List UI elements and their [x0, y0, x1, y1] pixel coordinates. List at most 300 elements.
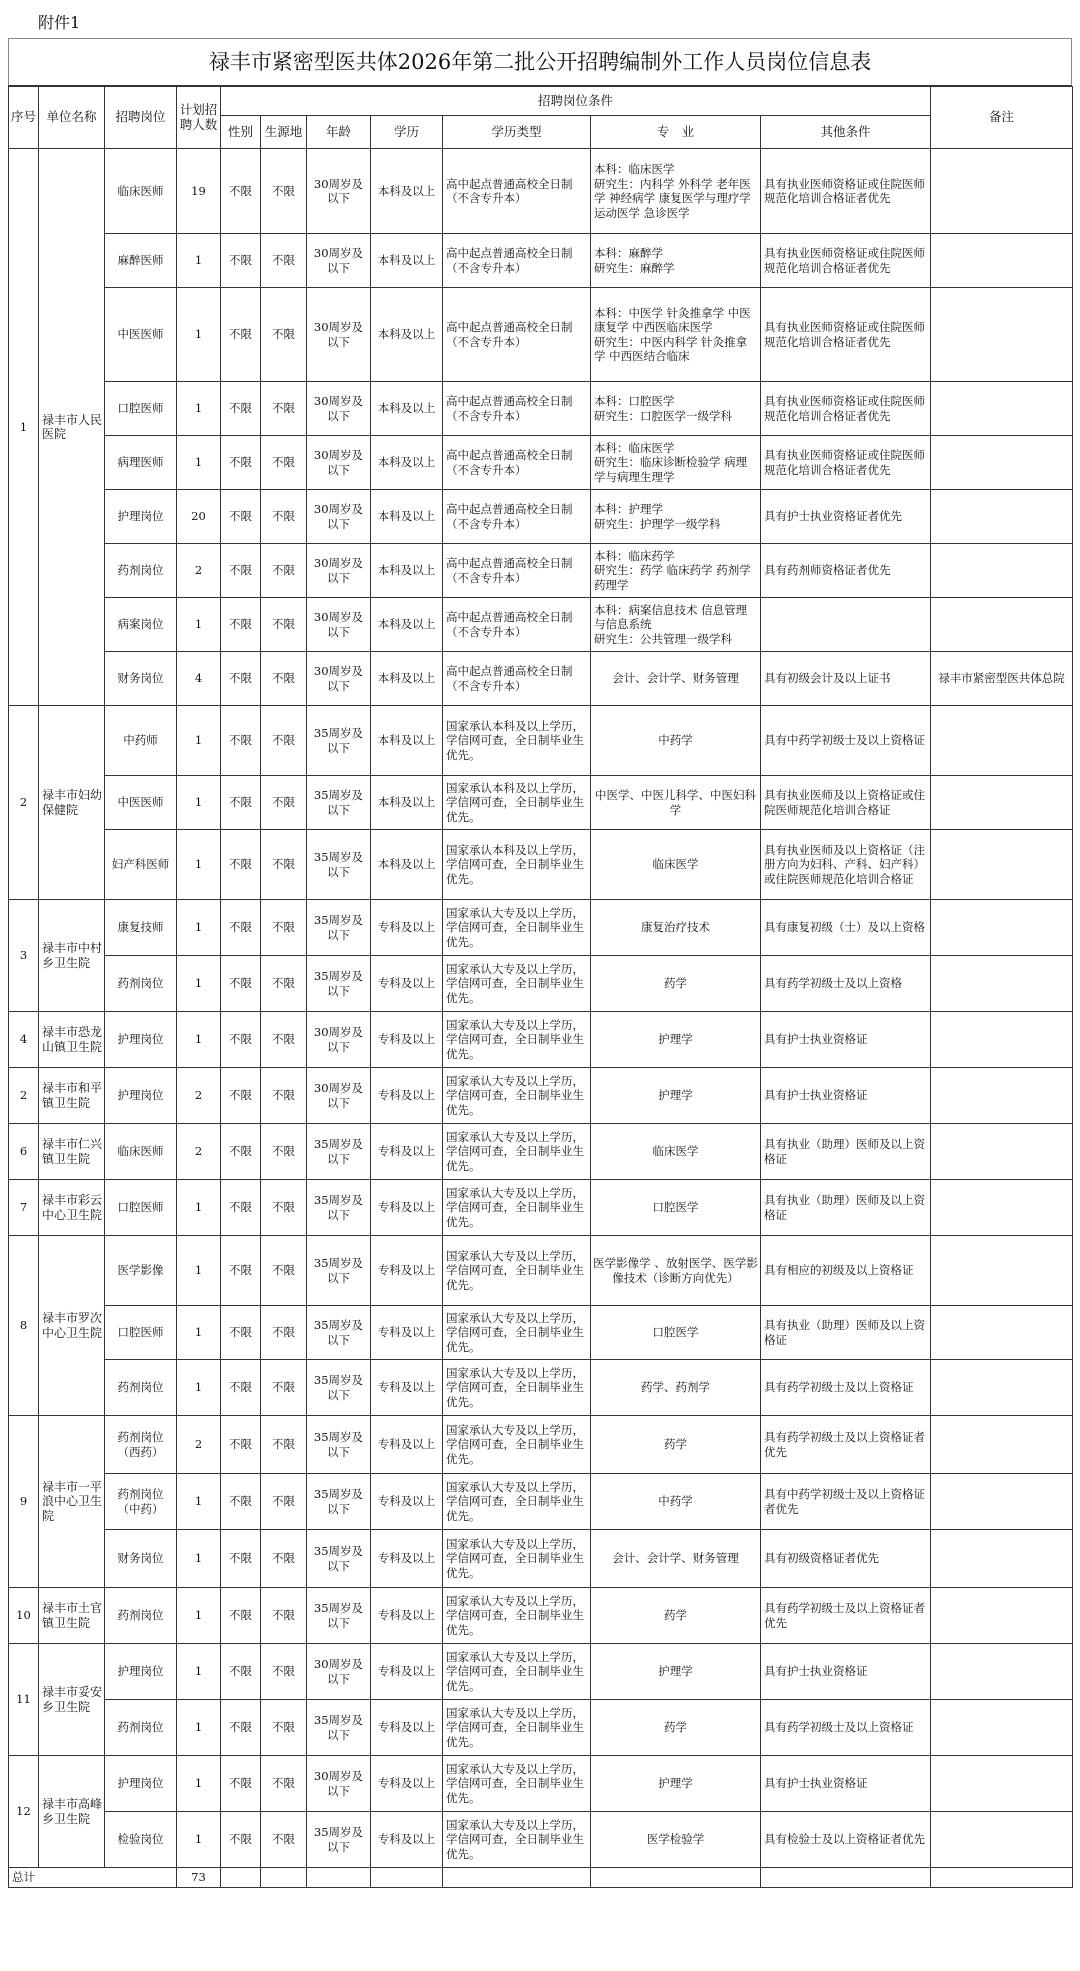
education-cell: 专科及以上	[371, 1530, 443, 1588]
age-cell: 30周岁及以下	[307, 382, 371, 436]
age-cell: 30周岁及以下	[307, 1756, 371, 1812]
unit-name: 禄丰市罗次中心卫生院	[39, 1236, 105, 1416]
other-conditions-cell: 具有护士执业资格证	[761, 1756, 931, 1812]
education-type-cell: 国家承认大专及以上学历，学信网可查，全日制毕业生优先。	[443, 1812, 591, 1868]
education-cell: 本科及以上	[371, 436, 443, 490]
education-cell: 专科及以上	[371, 1068, 443, 1124]
other-conditions-cell: 具有初级资格证者优先	[761, 1530, 931, 1588]
post-name: 临床医师	[105, 149, 177, 234]
post-count: 1	[177, 1474, 221, 1530]
remark-cell	[931, 149, 1073, 234]
education-cell: 专科及以上	[371, 1306, 443, 1360]
origin-cell: 不限	[261, 1180, 307, 1236]
education-cell: 专科及以上	[371, 1474, 443, 1530]
total-count: 73	[177, 1868, 221, 1888]
education-cell: 本科及以上	[371, 234, 443, 288]
remark-cell	[931, 544, 1073, 598]
gender-cell: 不限	[221, 900, 261, 956]
origin-cell: 不限	[261, 436, 307, 490]
major-cell: 药学	[591, 1700, 761, 1756]
table-row	[9, 1236, 1073, 1306]
education-type-cell: 国家承认大专及以上学历，学信网可查，全日制毕业生优先。	[443, 1530, 591, 1588]
other-conditions-cell: 具有中药学初级士及以上资格证者优先	[761, 1474, 931, 1530]
education-type-cell: 国家承认大专及以上学历，学信网可查，全日制毕业生优先。	[443, 1644, 591, 1700]
age-cell: 30周岁及以下	[307, 234, 371, 288]
age-cell: 35周岁及以下	[307, 1588, 371, 1644]
education-cell: 本科及以上	[371, 706, 443, 776]
header-post: 招聘岗位	[105, 87, 177, 149]
total-label: 总计	[9, 1868, 177, 1888]
table-row	[9, 1360, 1073, 1416]
header-count: 计划招聘人数	[177, 87, 221, 149]
education-cell: 本科及以上	[371, 490, 443, 544]
post-count: 2	[177, 1416, 221, 1474]
post-name: 麻醉医师	[105, 234, 177, 288]
remark-cell	[931, 1474, 1073, 1530]
table-row	[9, 776, 1073, 830]
row-number: 6	[9, 1124, 39, 1180]
origin-cell: 不限	[261, 1306, 307, 1360]
post-name: 口腔医师	[105, 1306, 177, 1360]
education-cell: 专科及以上	[371, 1124, 443, 1180]
education-cell: 专科及以上	[371, 1416, 443, 1474]
table-row	[9, 1012, 1073, 1068]
education-type-cell: 国家承认大专及以上学历，学信网可查，全日制毕业生优先。	[443, 1588, 591, 1644]
row-number: 7	[9, 1180, 39, 1236]
post-name: 护理岗位	[105, 1068, 177, 1124]
education-type-cell: 国家承认大专及以上学历，学信网可查，全日制毕业生优先。	[443, 1360, 591, 1416]
post-name: 药剂岗位	[105, 544, 177, 598]
remark-cell	[931, 1644, 1073, 1700]
origin-cell: 不限	[261, 490, 307, 544]
recruitment-sheet	[8, 8, 1072, 1888]
remark-cell	[931, 1756, 1073, 1812]
age-cell: 35周岁及以下	[307, 706, 371, 776]
post-count: 1	[177, 598, 221, 652]
education-cell: 专科及以上	[371, 956, 443, 1012]
unit-name: 禄丰市恐龙山镇卫生院	[39, 1012, 105, 1068]
post-name: 口腔医师	[105, 1180, 177, 1236]
origin-cell: 不限	[261, 706, 307, 776]
post-name: 临床医师	[105, 1124, 177, 1180]
education-cell: 专科及以上	[371, 1756, 443, 1812]
education-cell: 本科及以上	[371, 598, 443, 652]
age-cell: 35周岁及以下	[307, 1474, 371, 1530]
origin-cell: 不限	[261, 1068, 307, 1124]
header-edu-type: 学历类型	[443, 116, 591, 149]
gender-cell: 不限	[221, 436, 261, 490]
gender-cell: 不限	[221, 288, 261, 382]
major-cell: 本科：临床药学 研究生：药学 临床药学 药剂学 药理学	[591, 544, 761, 598]
post-count: 2	[177, 1124, 221, 1180]
other-conditions-cell: 具有初级会计及以上证书	[761, 652, 931, 706]
other-conditions-cell: 具有检验士及以上资格证者优先	[761, 1812, 931, 1868]
education-cell: 专科及以上	[371, 900, 443, 956]
other-conditions-cell: 具有执业（助理）医师及以上资格证	[761, 1124, 931, 1180]
remark-cell	[931, 1012, 1073, 1068]
age-cell: 35周岁及以下	[307, 1306, 371, 1360]
post-name: 护理岗位	[105, 1012, 177, 1068]
major-cell: 临床医学	[591, 830, 761, 900]
remark-cell: 禄丰市紧密型医共体总院	[931, 652, 1073, 706]
unit-name: 禄丰市一平浪中心卫生院	[39, 1416, 105, 1588]
gender-cell: 不限	[221, 1236, 261, 1306]
gender-cell: 不限	[221, 544, 261, 598]
post-name: 中药师	[105, 706, 177, 776]
unit-name: 禄丰市和平镇卫生院	[39, 1068, 105, 1124]
remark-cell	[931, 490, 1073, 544]
education-type-cell: 高中起点普通高校全日制（不含专升本）	[443, 544, 591, 598]
post-count: 1	[177, 1812, 221, 1868]
education-cell: 本科及以上	[371, 776, 443, 830]
education-type-cell: 国家承认大专及以上学历，学信网可查，全日制毕业生优先。	[443, 1474, 591, 1530]
other-conditions-cell: 具有执业医师资格证或住院医师规范化培训合格证者优先	[761, 436, 931, 490]
major-cell: 口腔医学	[591, 1306, 761, 1360]
remark-cell	[931, 1306, 1073, 1360]
gender-cell: 不限	[221, 706, 261, 776]
major-cell: 中药学	[591, 706, 761, 776]
gender-cell: 不限	[221, 1530, 261, 1588]
other-conditions-cell: 具有护士执业资格证	[761, 1068, 931, 1124]
major-cell: 会计、会计学、财务管理	[591, 1530, 761, 1588]
education-type-cell: 国家承认本科及以上学历，学信网可查，全日制毕业生优先。	[443, 776, 591, 830]
table-row	[9, 1644, 1073, 1700]
major-cell: 药学、药剂学	[591, 1360, 761, 1416]
origin-cell: 不限	[261, 382, 307, 436]
education-cell: 专科及以上	[371, 1812, 443, 1868]
gender-cell: 不限	[221, 382, 261, 436]
remark-cell	[931, 900, 1073, 956]
age-cell: 35周岁及以下	[307, 1124, 371, 1180]
remark-cell	[931, 956, 1073, 1012]
unit-name: 禄丰市土官镇卫生院	[39, 1588, 105, 1644]
header-age: 年龄	[307, 116, 371, 149]
post-name: 药剂岗位	[105, 1588, 177, 1644]
other-conditions-cell: 具有执业（助理）医师及以上资格证	[761, 1180, 931, 1236]
unit-name: 禄丰市仁兴镇卫生院	[39, 1124, 105, 1180]
major-cell: 本科：临床医学 研究生：内科学 外科学 老年医学 神经病学 康复医学与理疗学 运动医学 急诊医学	[591, 149, 761, 234]
age-cell: 35周岁及以下	[307, 1530, 371, 1588]
post-name: 中医医师	[105, 288, 177, 382]
post-count: 1	[177, 776, 221, 830]
page-title: 禄丰市紧密型医共体2026年第二批公开招聘编制外工作人员岗位信息表	[8, 39, 1072, 86]
education-type-cell: 高中起点普通高校全日制（不含专升本）	[443, 652, 591, 706]
table-row	[9, 1306, 1073, 1360]
education-type-cell: 国家承认本科及以上学历，学信网可查，全日制毕业生优先。	[443, 830, 591, 900]
post-count: 1	[177, 1012, 221, 1068]
post-name: 口腔医师	[105, 382, 177, 436]
age-cell: 30周岁及以下	[307, 436, 371, 490]
other-conditions-cell	[761, 598, 931, 652]
table-row	[9, 956, 1073, 1012]
post-count: 19	[177, 149, 221, 234]
row-number: 10	[9, 1588, 39, 1644]
age-cell: 35周岁及以下	[307, 1360, 371, 1416]
gender-cell: 不限	[221, 490, 261, 544]
major-cell: 本科：临床医学 研究生：临床诊断检验学 病理学与病理生理学	[591, 436, 761, 490]
post-count: 1	[177, 706, 221, 776]
major-cell: 口腔医学	[591, 1180, 761, 1236]
remark-cell	[931, 1812, 1073, 1868]
major-cell: 本科：病案信息技术 信息管理与信息系统 研究生：公共管理一级学科	[591, 598, 761, 652]
header-no: 序号	[9, 87, 39, 149]
major-cell: 医学检验学	[591, 1812, 761, 1868]
post-count: 1	[177, 1306, 221, 1360]
education-cell: 本科及以上	[371, 382, 443, 436]
other-conditions-cell: 具有护士执业资格证者优先	[761, 490, 931, 544]
unit-name: 禄丰市人民医院	[39, 149, 105, 706]
origin-cell: 不限	[261, 1236, 307, 1306]
education-type-cell: 高中起点普通高校全日制（不含专升本）	[443, 382, 591, 436]
other-conditions-cell: 具有执业医师及以上资格证（注册方向为妇科、产科、妇产科）或住院医师规范化培训合格证	[761, 830, 931, 900]
age-cell: 30周岁及以下	[307, 1012, 371, 1068]
origin-cell: 不限	[261, 1012, 307, 1068]
major-cell: 护理学	[591, 1756, 761, 1812]
major-cell: 医学影像学 、放射医学、医学影像技术（诊断方向优先）	[591, 1236, 761, 1306]
education-cell: 专科及以上	[371, 1588, 443, 1644]
post-count: 1	[177, 900, 221, 956]
origin-cell: 不限	[261, 1700, 307, 1756]
table-row	[9, 544, 1073, 598]
table-row	[9, 1474, 1073, 1530]
age-cell: 30周岁及以下	[307, 1644, 371, 1700]
origin-cell: 不限	[261, 234, 307, 288]
education-cell: 专科及以上	[371, 1644, 443, 1700]
origin-cell: 不限	[261, 1124, 307, 1180]
remark-cell	[931, 436, 1073, 490]
unit-name: 禄丰市彩云中心卫生院	[39, 1180, 105, 1236]
education-type-cell: 国家承认大专及以上学历，学信网可查，全日制毕业生优先。	[443, 900, 591, 956]
remark-cell	[931, 1588, 1073, 1644]
header-origin: 生源地	[261, 116, 307, 149]
origin-cell: 不限	[261, 288, 307, 382]
post-name: 医学影像	[105, 1236, 177, 1306]
positions-table	[8, 86, 1073, 1888]
major-cell: 本科：中医学 针灸推拿学 中医康复学 中西医临床医学 研究生：中医内科学 针灸推拿学 中西医结合临床	[591, 288, 761, 382]
post-count: 2	[177, 544, 221, 598]
origin-cell: 不限	[261, 544, 307, 598]
major-cell: 会计、会计学、财务管理	[591, 652, 761, 706]
gender-cell: 不限	[221, 1068, 261, 1124]
major-cell: 康复治疗技术	[591, 900, 761, 956]
age-cell: 35周岁及以下	[307, 1812, 371, 1868]
education-cell: 专科及以上	[371, 1180, 443, 1236]
age-cell: 30周岁及以下	[307, 288, 371, 382]
remark-cell	[931, 382, 1073, 436]
origin-cell: 不限	[261, 1644, 307, 1700]
post-name: 护理岗位	[105, 490, 177, 544]
education-cell: 本科及以上	[371, 830, 443, 900]
gender-cell: 不限	[221, 956, 261, 1012]
gender-cell: 不限	[221, 1756, 261, 1812]
gender-cell: 不限	[221, 149, 261, 234]
education-cell: 本科及以上	[371, 288, 443, 382]
gender-cell: 不限	[221, 1588, 261, 1644]
header-edu: 学历	[371, 116, 443, 149]
table-row	[9, 382, 1073, 436]
post-name: 康复技师	[105, 900, 177, 956]
education-type-cell: 国家承认大专及以上学历，学信网可查，全日制毕业生优先。	[443, 1306, 591, 1360]
age-cell: 30周岁及以下	[307, 1068, 371, 1124]
education-cell: 本科及以上	[371, 149, 443, 234]
other-conditions-cell: 具有药学初级士及以上资格证者优先	[761, 1588, 931, 1644]
table-row	[9, 149, 1073, 234]
other-conditions-cell: 具有药学初级士及以上资格	[761, 956, 931, 1012]
major-cell: 本科：口腔医学 研究生：口腔医学一级学科	[591, 382, 761, 436]
row-number: 11	[9, 1644, 39, 1756]
table-body	[9, 149, 1073, 1868]
gender-cell: 不限	[221, 1474, 261, 1530]
age-cell: 30周岁及以下	[307, 149, 371, 234]
remark-cell	[931, 1236, 1073, 1306]
table-row	[9, 1756, 1073, 1812]
table-row	[9, 706, 1073, 776]
table-row	[9, 1124, 1073, 1180]
major-cell: 中药学	[591, 1474, 761, 1530]
age-cell: 30周岁及以下	[307, 652, 371, 706]
post-name: 病理医师	[105, 436, 177, 490]
post-name: 护理岗位	[105, 1756, 177, 1812]
unit-name: 禄丰市妥安乡卫生院	[39, 1644, 105, 1756]
remark-cell	[931, 234, 1073, 288]
age-cell: 30周岁及以下	[307, 544, 371, 598]
remark-cell	[931, 1068, 1073, 1124]
unit-name: 禄丰市妇幼保健院	[39, 706, 105, 900]
row-number: 2	[9, 1068, 39, 1124]
education-type-cell: 高中起点普通高校全日制（不含专升本）	[443, 234, 591, 288]
post-name: 妇产科医师	[105, 830, 177, 900]
major-cell: 护理学	[591, 1644, 761, 1700]
gender-cell: 不限	[221, 234, 261, 288]
table-row	[9, 1700, 1073, 1756]
education-type-cell: 国家承认大专及以上学历，学信网可查，全日制毕业生优先。	[443, 1700, 591, 1756]
other-conditions-cell: 具有护士执业资格证	[761, 1644, 931, 1700]
age-cell: 30周岁及以下	[307, 598, 371, 652]
remark-cell	[931, 1530, 1073, 1588]
post-name: 药剂岗位	[105, 1360, 177, 1416]
attachment-label: 附件1	[8, 8, 1072, 39]
major-cell: 临床医学	[591, 1124, 761, 1180]
other-conditions-cell: 具有执业（助理）医师及以上资格证	[761, 1306, 931, 1360]
table-row	[9, 1812, 1073, 1868]
gender-cell: 不限	[221, 1812, 261, 1868]
post-name: 药剂岗位（中药）	[105, 1474, 177, 1530]
major-cell: 药学	[591, 1416, 761, 1474]
gender-cell: 不限	[221, 1700, 261, 1756]
other-conditions-cell: 具有执业医师资格证或住院医师规范化培训合格证者优先	[761, 288, 931, 382]
other-conditions-cell: 具有执业医师资格证或住院医师规范化培训合格证者优先	[761, 382, 931, 436]
origin-cell: 不限	[261, 652, 307, 706]
header-remark: 备注	[931, 87, 1073, 149]
table-row	[9, 436, 1073, 490]
post-count: 1	[177, 436, 221, 490]
gender-cell: 不限	[221, 1360, 261, 1416]
age-cell: 35周岁及以下	[307, 1700, 371, 1756]
header-gender: 性别	[221, 116, 261, 149]
row-number: 3	[9, 900, 39, 1012]
post-name: 药剂岗位	[105, 1700, 177, 1756]
origin-cell: 不限	[261, 1530, 307, 1588]
origin-cell: 不限	[261, 598, 307, 652]
education-cell: 专科及以上	[371, 1700, 443, 1756]
remark-cell	[931, 1124, 1073, 1180]
education-type-cell: 国家承认大专及以上学历，学信网可查，全日制毕业生优先。	[443, 956, 591, 1012]
other-conditions-cell: 具有执业医师及以上资格证或住院医师规范化培训合格证	[761, 776, 931, 830]
header-unit: 单位名称	[39, 87, 105, 149]
age-cell: 35周岁及以下	[307, 830, 371, 900]
other-conditions-cell: 具有中药学初级士及以上资格证	[761, 706, 931, 776]
origin-cell: 不限	[261, 830, 307, 900]
other-conditions-cell: 具有执业医师资格证或住院医师规范化培训合格证者优先	[761, 234, 931, 288]
origin-cell: 不限	[261, 1756, 307, 1812]
table-row	[9, 490, 1073, 544]
remark-cell	[931, 1700, 1073, 1756]
education-cell: 专科及以上	[371, 1012, 443, 1068]
education-type-cell: 高中起点普通高校全日制（不含专升本）	[443, 598, 591, 652]
table-row	[9, 1180, 1073, 1236]
origin-cell: 不限	[261, 776, 307, 830]
post-count: 1	[177, 830, 221, 900]
major-cell: 中医学、中医儿科学、中医妇科学	[591, 776, 761, 830]
education-type-cell: 国家承认大专及以上学历，学信网可查，全日制毕业生优先。	[443, 1012, 591, 1068]
remark-cell	[931, 706, 1073, 776]
education-type-cell: 国家承认大专及以上学历，学信网可查，全日制毕业生优先。	[443, 1236, 591, 1306]
origin-cell: 不限	[261, 1360, 307, 1416]
gender-cell: 不限	[221, 652, 261, 706]
major-cell: 药学	[591, 1588, 761, 1644]
gender-cell: 不限	[221, 1124, 261, 1180]
origin-cell: 不限	[261, 149, 307, 234]
post-name: 护理岗位	[105, 1644, 177, 1700]
post-name: 药剂岗位（西药）	[105, 1416, 177, 1474]
post-count: 1	[177, 1236, 221, 1306]
education-type-cell: 高中起点普通高校全日制（不含专升本）	[443, 490, 591, 544]
education-type-cell: 国家承认大专及以上学历，学信网可查，全日制毕业生优先。	[443, 1756, 591, 1812]
education-cell: 专科及以上	[371, 1360, 443, 1416]
remark-cell	[931, 1416, 1073, 1474]
origin-cell: 不限	[261, 1474, 307, 1530]
header-other: 其他条件	[761, 116, 931, 149]
post-name: 财务岗位	[105, 652, 177, 706]
remark-cell	[931, 1180, 1073, 1236]
education-cell: 本科及以上	[371, 544, 443, 598]
age-cell: 30周岁及以下	[307, 490, 371, 544]
major-cell: 护理学	[591, 1012, 761, 1068]
row-number: 4	[9, 1012, 39, 1068]
education-type-cell: 国家承认大专及以上学历，学信网可查，全日制毕业生优先。	[443, 1416, 591, 1474]
education-type-cell: 国家承认本科及以上学历，学信网可查，全日制毕业生优先。	[443, 706, 591, 776]
education-type-cell: 高中起点普通高校全日制（不含专升本）	[443, 436, 591, 490]
remark-cell	[931, 1360, 1073, 1416]
age-cell: 35周岁及以下	[307, 1416, 371, 1474]
unit-name: 禄丰市中村乡卫生院	[39, 900, 105, 1012]
education-type-cell: 国家承认大专及以上学历，学信网可查，全日制毕业生优先。	[443, 1180, 591, 1236]
major-cell: 本科：护理学 研究生：护理学一级学科	[591, 490, 761, 544]
header-conditions: 招聘岗位条件	[221, 87, 931, 116]
other-conditions-cell: 具有药学初级士及以上资格证者优先	[761, 1416, 931, 1474]
remark-cell	[931, 776, 1073, 830]
age-cell: 35周岁及以下	[307, 1236, 371, 1306]
table-row	[9, 598, 1073, 652]
origin-cell: 不限	[261, 1588, 307, 1644]
row-number: 1	[9, 149, 39, 706]
gender-cell: 不限	[221, 1416, 261, 1474]
age-cell: 35周岁及以下	[307, 776, 371, 830]
other-conditions-cell: 具有康复初级（士）及以上资格	[761, 900, 931, 956]
table-row	[9, 288, 1073, 382]
post-name: 药剂岗位	[105, 956, 177, 1012]
gender-cell: 不限	[221, 1306, 261, 1360]
